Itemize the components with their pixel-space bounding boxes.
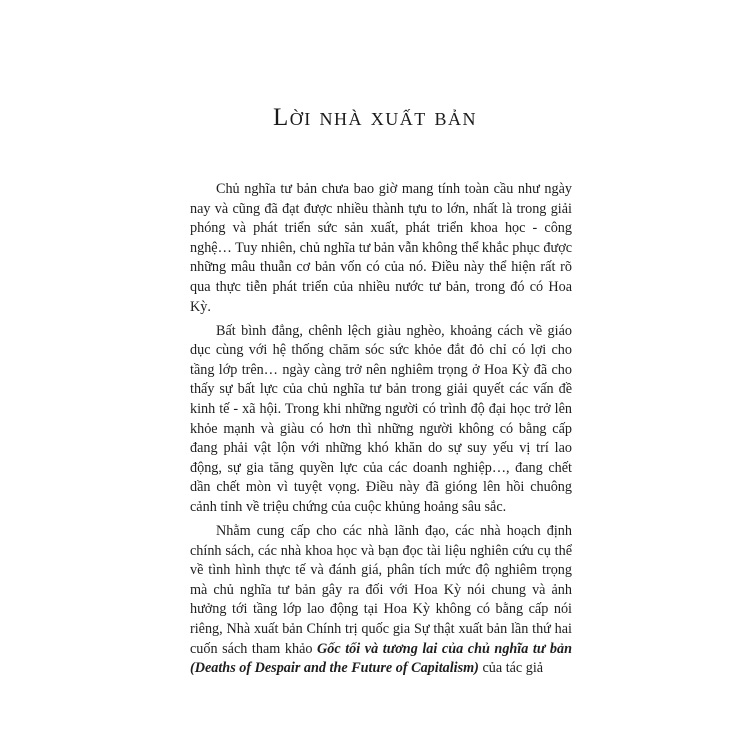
page-title: Lời nhà xuất bản [272,104,477,131]
book-title-emphasis: Gốc tối và tương lai của chủ nghĩa tư bản (Deaths of Despair and the Future of Capitalism) [190,640,573,677]
paragraph-1: Chủ nghĩa tư bản chưa bao giờ mang tính toàn cầu như ngày nay và cũng đã đạt được nhiều thành tựu to lớn, nhất là trong giải phóng và phát triển sức sản xuất, phát triển khoa học - công nghệ… Tuy nhiên, chủ nghĩa tư bản vẫn không thể khắc phục được những mâu thuẫn cơ bản vốn có của nó. Điều này thể hiện rất rõ qua thực tiễn phát triển của nhiều nước tư bản, trong đó có Hoa Kỳ. [190,181,572,315]
paragraph-3-text-after: của tác giả [478,660,544,677]
body-text [190,180,572,679]
paragraph-3 [190,522,572,679]
paragraph-2: Bất bình đẳng, chênh lệch giàu nghèo, khoảng cách về giáo dục cùng với hệ thống chăm sóc sức khỏe đắt đỏ chỉ có lợi cho tầng lớp trên… ngày càng trở nên nghiêm trọng ở Hoa Kỳ đã cho thấy sự bất lực của chủ nghĩa tư bản trong giải quyết các vấn đề kinh tế - xã hội. Trong khi những người có trình độ đại học trở lên khỏe mạnh và giàu có hơn thì những người không có bằng cấp đang phải vật lộn với những khó khăn do sự suy yếu vị trí lao động, sự gia tăng quyền lực của các doanh nghiệp…, đang chết dần chết mòn vì tuyệt vọng. Điều này đã gióng lên hồi chuông cảnh tỉnh về triệu chứng của cuộc khủng hoảng sâu sắc. [190,322,572,515]
paragraph-3-text-before: Nhằm cung cấp cho các nhà lãnh đạo, các nhà hoạch định chính sách, các nhà khoa học và bạn đọc tài liệu nghiên cứu cụ thể về tình hình thực tế và đánh giá, phân tích mức độ nghiêm trọng mà chủ nghĩa tư bản gây ra đối với Hoa Kỳ nói chung và ảnh hưởng tới tầng lớp lao động tại Hoa Kỳ không có bằng cấp nói riêng, Nhà xuất bản Chính trị quốc gia Sự thật xuất bản lần thứ hai cuốn sách tham khảo [190,523,572,657]
